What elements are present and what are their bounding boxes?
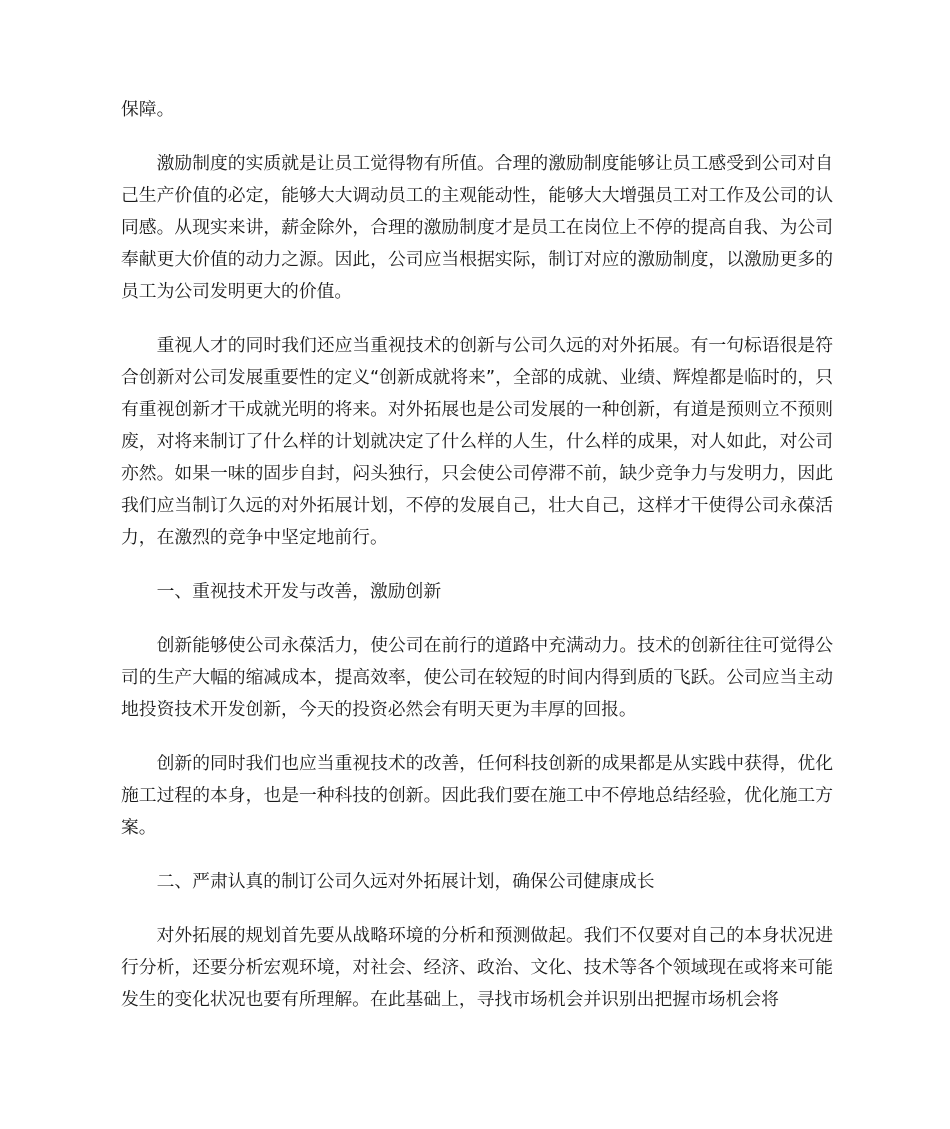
paragraph-gap [121, 554, 833, 576]
document-body [121, 94, 833, 1016]
paragraph-tech-improvement: 创新的同时我们也应当重视技术的改善，任何科技创新的成果都是从实践中获得，优化施工过程的本身，也是一种科技的创新。因此我们要在施工中不停地总结经验，优化施工方案。 [121, 753, 833, 838]
paragraph-gap [121, 726, 833, 748]
paragraph-incentive-system: 激励制度的实质就是让员工觉得物有所值。合理的激励制度能够让员工感受到公司对自己生产价值的必定，能够大大调动员工的主观能动性，能够大大增强员工对工作及公司的认同感。从现实来讲，薪金除外，合理的激励制度才是员工在岗位上不停的提高自我、为公司奉献更大价值的动力之源。因此，公司应当根据实际，制订对应的激励制度，以激励更多的员工为公司发明更大的价值。 [121, 153, 833, 302]
paragraph-gap [121, 308, 833, 330]
paragraph-gap [121, 844, 833, 866]
section-heading-1: 一、重视技术开发与改善，激励创新 [156, 581, 442, 602]
paragraph-innovation-expansion: 重视人才的同时我们还应当重视技术的创新与公司久远的对外拓展。有一句标语很是符合创新对公司发展重要性的定义“创新成就将来”，全部的成就、业绩、辉煌都是临时的，只有重视创新才干成就光明的将来。对外拓展也是公司发展的一种创新，有道是预则立不预则废，对将来制订了什么样的计划就决定了什么样的人生，什么样的成果，对人如此，对公司亦然。如果一味的固步自封，闷头独行，只会使公司停滞不前，缺少竞争力与发明力，因此我们应当制订久远的对外拓展计划，不停的发展自己，壮大自己，这样才干使得公司永葆活力，在激烈的竞争中坚定地前行。 [121, 335, 833, 548]
section-heading-2: 二、严肃认真的制订公司久远对外拓展计划，确保公司健康成长 [156, 871, 655, 892]
paragraph-continuation: 保障。 [121, 99, 175, 120]
paragraph-gap [121, 126, 833, 148]
paragraph-gap [121, 608, 833, 630]
paragraph-tech-innovation: 创新能够使公司永葆活力，使公司在前行的道路中充满动力。技术的创新往往可觉得公司的生产大幅的缩减成本，提高效率，使公司在较短的时间内得到质的飞跃。公司应当主动地投资技术开发创新，今天的投资必然会有明天更为丰厚的回报。 [121, 635, 833, 720]
paragraph-gap [121, 898, 833, 920]
paragraph-expansion-planning: 对外拓展的规划首先要从战略环境的分析和预测做起。我们不仅要对自己的本身状况进行分析，还要分析宏观环境，对社会、经济、政治、文化、技术等各个领域现在或将来可能发生的变化状况也要有所理解。在此基础上，寻找市场机会并识别出把握市场机会将 [121, 925, 833, 1010]
